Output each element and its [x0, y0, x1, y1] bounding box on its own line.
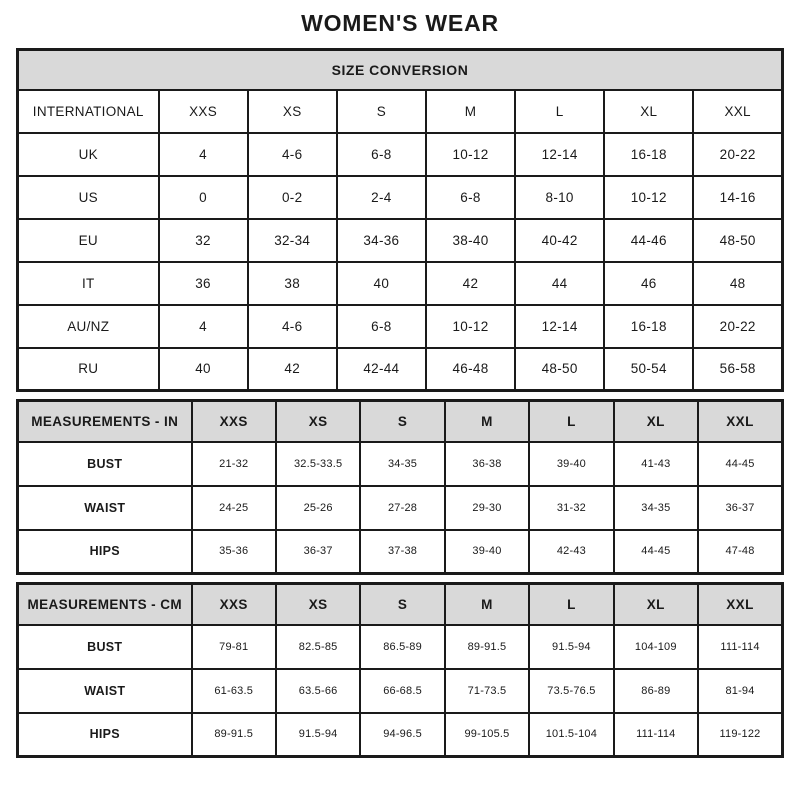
table-row — [18, 713, 783, 757]
size-value-cell: 4 — [159, 305, 248, 348]
column-header: XXS — [192, 401, 276, 442]
size-value-cell: 111-114 — [698, 625, 782, 669]
size-value-cell: 31-32 — [529, 486, 613, 530]
size-value-cell: 40 — [159, 348, 248, 391]
row-label: US — [18, 176, 159, 219]
size-value-cell: 16-18 — [604, 133, 693, 176]
size-value-cell: 6-8 — [337, 133, 426, 176]
size-value-cell: 44 — [515, 262, 604, 305]
size-value-cell: 34-35 — [360, 442, 444, 486]
size-value-cell: 91.5-94 — [276, 713, 360, 757]
size-value-cell: 34-35 — [614, 486, 698, 530]
size-value-cell: 42-43 — [529, 530, 613, 574]
size-value-cell: 40-42 — [515, 219, 604, 262]
table-row — [18, 669, 783, 713]
row-label: IT — [18, 262, 159, 305]
size-value-cell: 50-54 — [604, 348, 693, 391]
size-value-cell: 56-58 — [693, 348, 782, 391]
size-value-cell: 79-81 — [192, 625, 276, 669]
size-value-cell: 44-46 — [604, 219, 693, 262]
size-value-cell: 35-36 — [192, 530, 276, 574]
size-value-cell: 36-37 — [698, 486, 782, 530]
table-caption-row — [18, 50, 783, 90]
size-value-cell: 99-105.5 — [445, 713, 529, 757]
size-value-cell: 89-91.5 — [192, 713, 276, 757]
size-value-cell: 86-89 — [614, 669, 698, 713]
row-label: BUST — [18, 442, 192, 486]
size-value-cell: 94-96.5 — [360, 713, 444, 757]
size-value-cell: 82.5-85 — [276, 625, 360, 669]
size-chart-page — [16, 0, 784, 758]
table-row — [18, 133, 783, 176]
size-value-cell: 38 — [248, 262, 337, 305]
column-header: XS — [276, 401, 360, 442]
size-value-cell: 34-36 — [337, 219, 426, 262]
size-value-cell: 6-8 — [426, 176, 515, 219]
size-value-cell: 25-26 — [276, 486, 360, 530]
size-conversion-title: SIZE CONVERSION — [18, 50, 783, 90]
column-header: XXL — [693, 90, 782, 133]
size-value-cell: 47-48 — [698, 530, 782, 574]
size-value-cell: 27-28 — [360, 486, 444, 530]
table-row — [18, 262, 783, 305]
column-header: L — [529, 401, 613, 442]
size-value-cell: 2-4 — [337, 176, 426, 219]
size-value-cell: 104-109 — [614, 625, 698, 669]
size-value-cell: 44-45 — [614, 530, 698, 574]
table-row — [18, 530, 783, 574]
row-label: WAIST — [18, 486, 192, 530]
size-value-cell: 8-10 — [515, 176, 604, 219]
column-header: XXS — [192, 584, 276, 625]
size-value-cell: 36-37 — [276, 530, 360, 574]
size-value-cell: 81-94 — [698, 669, 782, 713]
size-value-cell: 21-32 — [192, 442, 276, 486]
size-value-cell: 66-68.5 — [360, 669, 444, 713]
size-value-cell: 86.5-89 — [360, 625, 444, 669]
size-value-cell: 44-45 — [698, 442, 782, 486]
column-header: XS — [248, 90, 337, 133]
table-row — [18, 219, 783, 262]
size-value-cell: 119-122 — [698, 713, 782, 757]
table-row — [18, 625, 783, 669]
size-value-cell: 36 — [159, 262, 248, 305]
size-value-cell: 46-48 — [426, 348, 515, 391]
size-value-cell: 48-50 — [693, 219, 782, 262]
column-header-row — [18, 401, 783, 442]
size-value-cell: 14-16 — [693, 176, 782, 219]
row-label: UK — [18, 133, 159, 176]
column-header: S — [360, 584, 444, 625]
size-value-cell: 29-30 — [445, 486, 529, 530]
size-value-cell: 0 — [159, 176, 248, 219]
row-label: BUST — [18, 625, 192, 669]
size-value-cell: 4 — [159, 133, 248, 176]
column-header: XL — [614, 401, 698, 442]
measurements-in-table — [16, 399, 784, 575]
size-value-cell: 39-40 — [529, 442, 613, 486]
size-value-cell: 42 — [426, 262, 515, 305]
size-value-cell: 91.5-94 — [529, 625, 613, 669]
row-label: AU/NZ — [18, 305, 159, 348]
size-value-cell: 24-25 — [192, 486, 276, 530]
column-header: XL — [614, 584, 698, 625]
size-value-cell: 32.5-33.5 — [276, 442, 360, 486]
table-row — [18, 486, 783, 530]
size-value-cell: 20-22 — [693, 305, 782, 348]
column-header: XXS — [159, 90, 248, 133]
column-header: XXL — [698, 584, 782, 625]
size-value-cell: 111-114 — [614, 713, 698, 757]
table-row — [18, 305, 783, 348]
size-value-cell: 36-38 — [445, 442, 529, 486]
size-value-cell: 37-38 — [360, 530, 444, 574]
column-header: INTERNATIONAL — [18, 90, 159, 133]
column-header: M — [445, 584, 529, 625]
size-value-cell: 71-73.5 — [445, 669, 529, 713]
size-value-cell: 16-18 — [604, 305, 693, 348]
column-header: MEASUREMENTS - IN — [18, 401, 192, 442]
measurements-cm-table — [16, 582, 784, 758]
size-value-cell: 61-63.5 — [192, 669, 276, 713]
size-value-cell: 12-14 — [515, 133, 604, 176]
column-header-row — [18, 90, 783, 133]
row-label: EU — [18, 219, 159, 262]
size-value-cell: 40 — [337, 262, 426, 305]
size-value-cell: 32-34 — [248, 219, 337, 262]
column-header: S — [337, 90, 426, 133]
size-value-cell: 46 — [604, 262, 693, 305]
size-value-cell: 48-50 — [515, 348, 604, 391]
size-value-cell: 4-6 — [248, 305, 337, 348]
size-value-cell: 10-12 — [426, 133, 515, 176]
size-value-cell: 20-22 — [693, 133, 782, 176]
row-label: HIPS — [18, 530, 192, 574]
size-value-cell: 101.5-104 — [529, 713, 613, 757]
column-header: MEASUREMENTS - CM — [18, 584, 192, 625]
size-value-cell: 4-6 — [248, 133, 337, 176]
size-value-cell: 89-91.5 — [445, 625, 529, 669]
size-value-cell: 32 — [159, 219, 248, 262]
row-label: HIPS — [18, 713, 192, 757]
size-value-cell: 39-40 — [445, 530, 529, 574]
row-label: RU — [18, 348, 159, 391]
table-row — [18, 348, 783, 391]
table-row — [18, 442, 783, 486]
size-value-cell: 10-12 — [604, 176, 693, 219]
column-header: XXL — [698, 401, 782, 442]
size-value-cell: 48 — [693, 262, 782, 305]
column-header-row — [18, 584, 783, 625]
size-value-cell: 42-44 — [337, 348, 426, 391]
row-label: WAIST — [18, 669, 192, 713]
column-header: L — [529, 584, 613, 625]
size-value-cell: 63.5-66 — [276, 669, 360, 713]
size-value-cell: 38-40 — [426, 219, 515, 262]
size-value-cell: 12-14 — [515, 305, 604, 348]
column-header: XS — [276, 584, 360, 625]
size-value-cell: 0-2 — [248, 176, 337, 219]
column-header: L — [515, 90, 604, 133]
size-value-cell: 42 — [248, 348, 337, 391]
column-header: M — [426, 90, 515, 133]
size-value-cell: 41-43 — [614, 442, 698, 486]
size-value-cell: 6-8 — [337, 305, 426, 348]
column-header: S — [360, 401, 444, 442]
column-header: M — [445, 401, 529, 442]
size-value-cell: 73.5-76.5 — [529, 669, 613, 713]
page-title: WOMEN'S WEAR — [301, 10, 499, 36]
size-value-cell: 10-12 — [426, 305, 515, 348]
size-conversion-table — [16, 48, 784, 392]
column-header: XL — [604, 90, 693, 133]
table-row — [18, 176, 783, 219]
